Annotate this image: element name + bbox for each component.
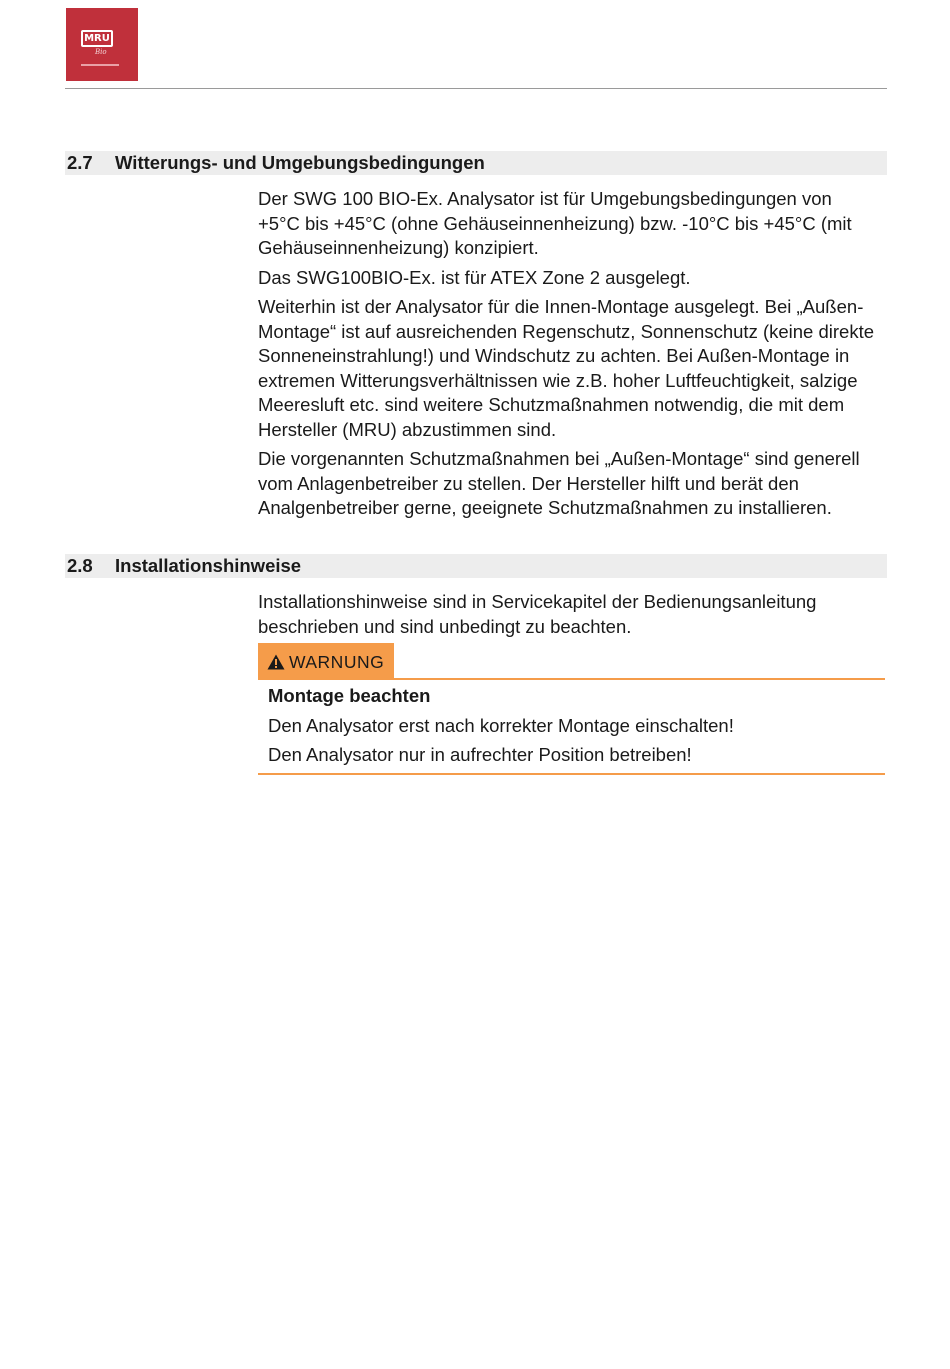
paragraph: Das SWG100BIO-Ex. ist für ATEX Zone 2 ausgelegt. bbox=[258, 266, 691, 288]
paragraph: Installationshinweise sind in Servicekapitel der Bedienungsanleitung beschrieben und sind unbedingt zu beachten. bbox=[258, 591, 817, 637]
logo-wordmark: MRU bbox=[81, 30, 113, 47]
section-title: Installationshinweise bbox=[115, 555, 302, 576]
warning-label: WARNUNG bbox=[289, 652, 385, 672]
section-heading-2-8 bbox=[65, 554, 887, 578]
paragraph: Die vorgenannten Schutzmaßnahmen bei „Außen-Montage“ sind generell vom Anlagenbetreiber zu stellen. Der Hersteller hilft und berät den Analgenbetreiber gerne, geeignete Schutzmaßnahmen zu installieren. bbox=[258, 448, 860, 518]
logo-underline bbox=[81, 64, 119, 66]
paragraph: Der SWG 100 BIO-Ex. Analysator ist für Umgebungsbedingungen von +5°C bis +45°C (ohne Gehäuseinnenheizung) bzw. -10°C bis +45°C (mit Gehäuseinnenheizung) konzipiert. bbox=[258, 188, 852, 258]
warning-line: Den Analysator nur in aufrechter Position betreiben! bbox=[268, 744, 692, 765]
warning-label-tab bbox=[258, 643, 394, 678]
section-body-2-7 bbox=[258, 187, 878, 526]
warning-bottom-rule bbox=[258, 773, 885, 775]
logo-subtext: Bio bbox=[95, 48, 107, 56]
section-number: 2.7 bbox=[67, 152, 93, 173]
paragraph: Weiterhin ist der Analysator für die Innen-Montage ausgelegt. Bei „Außen-Montage“ ist auf ausreichenden Regenschutz, Sonnenschutz (keine direkte Sonneneinstrahlung!) und Windschutz zu achten. Bei Außen-Montage in extremen Witterungsverhältnissen wie z.B. hoher Luftfeuchtigkeit, salzige Meeresluft etc. sind weitere Schutzmaßnahmen notwendig, die mit dem Hersteller (MRU) abzustimmen sind. bbox=[258, 296, 875, 440]
warning-box bbox=[258, 643, 885, 775]
section-number: 2.8 bbox=[67, 555, 93, 576]
company-logo bbox=[66, 8, 138, 81]
warning-heading: Montage beachten bbox=[268, 685, 431, 706]
section-heading-2-7 bbox=[65, 151, 887, 175]
header-divider bbox=[65, 88, 887, 89]
warning-triangle-icon bbox=[267, 654, 285, 670]
warning-content bbox=[258, 680, 885, 768]
warning-line: Den Analysator erst nach korrekter Montage einschalten! bbox=[268, 714, 734, 736]
section-body-2-8 bbox=[258, 590, 878, 644]
section-title: Witterungs- und Umgebungsbedingungen bbox=[115, 152, 485, 173]
